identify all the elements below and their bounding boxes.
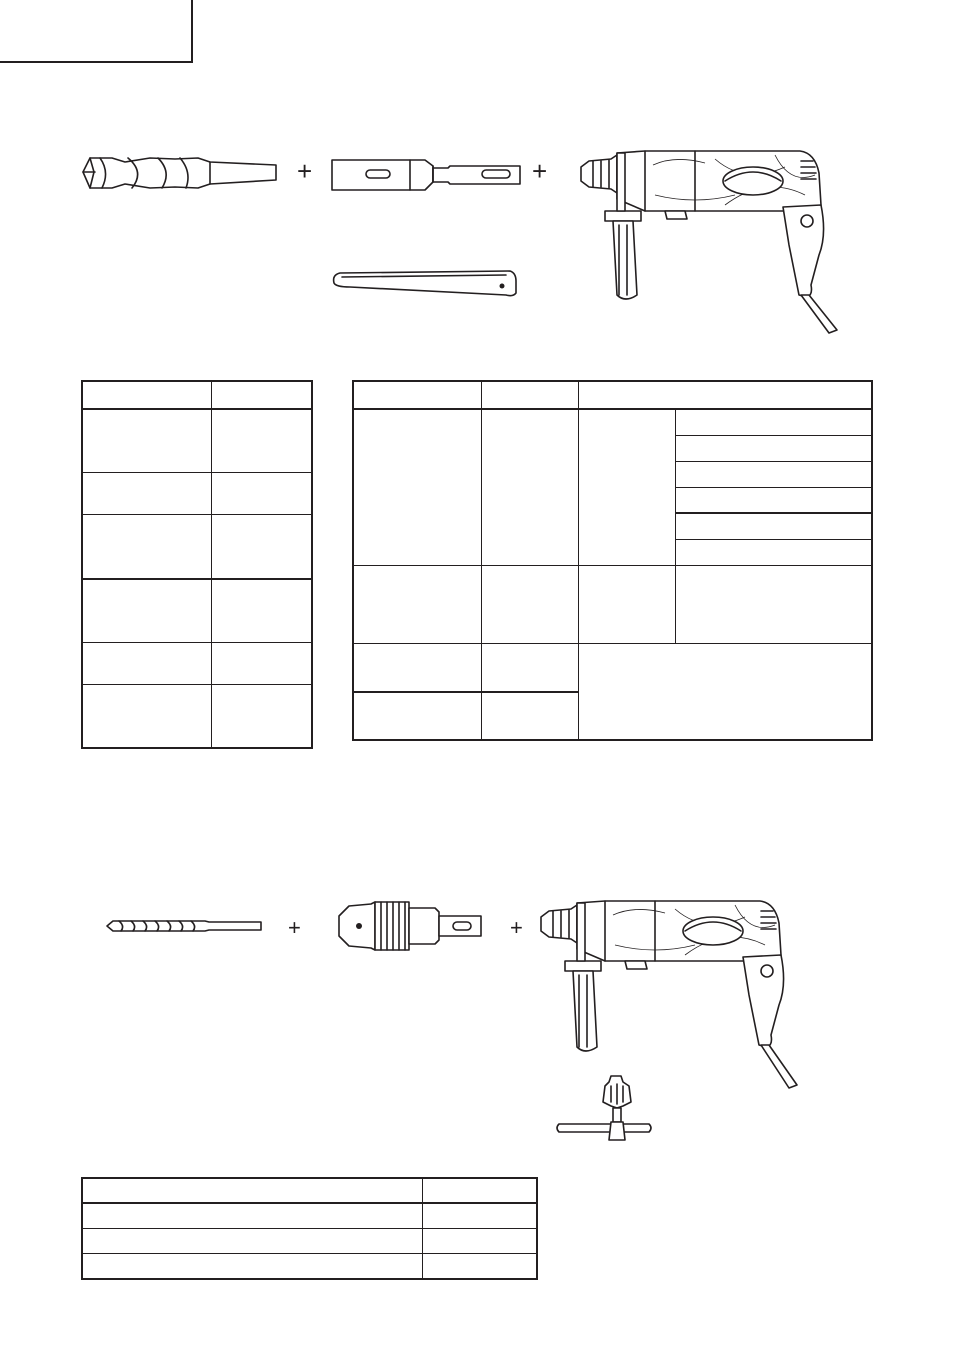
table-right: [352, 380, 873, 741]
plus-sign-2: +: [532, 156, 548, 186]
rotary-hammer-drawing-a: [575, 145, 845, 335]
taper-shank-adapter-drawing: [330, 158, 530, 198]
rotary-hammer-drawing-b: [535, 895, 805, 1095]
corner-tab: [0, 0, 193, 63]
cotter-drawing: [330, 265, 520, 300]
drill-bit-drawing: [105, 916, 265, 936]
chuck-with-adapter-drawing: [335, 898, 485, 958]
plus-sign-1: +: [297, 156, 313, 186]
taper-shank-drill-bit-drawing: [80, 150, 280, 195]
chuck-wrench-drawing: [555, 1072, 655, 1144]
table-left: [81, 380, 313, 749]
plus-sign-3: +: [288, 915, 301, 940]
table-bottom: [81, 1177, 538, 1280]
plus-sign-4: +: [510, 915, 523, 940]
